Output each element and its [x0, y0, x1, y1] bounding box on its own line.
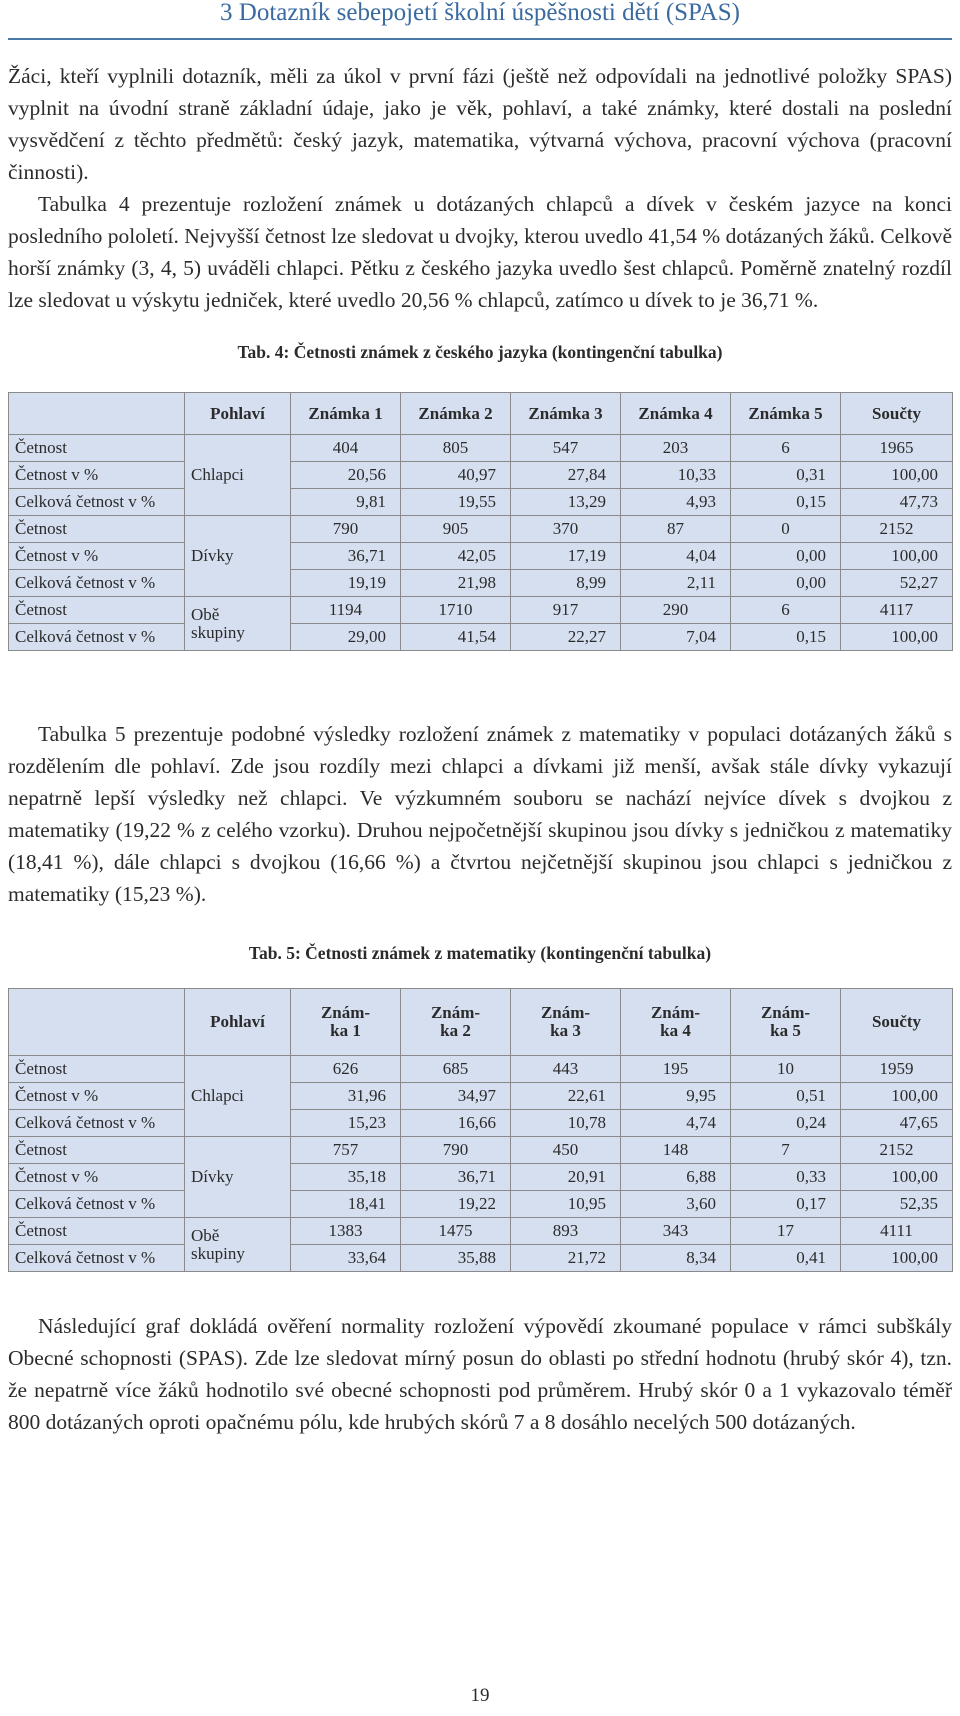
table-cell: 36,71: [291, 543, 401, 570]
table-cell: 1959: [841, 1056, 953, 1083]
row-label: Četnost: [9, 1218, 185, 1245]
table-cell: 13,29: [511, 489, 621, 516]
table-row: [9, 1083, 953, 1110]
table-cell: 4,93: [621, 489, 731, 516]
header-cell: [511, 989, 621, 1056]
row-label: Četnost: [9, 516, 185, 543]
header-cell: Pohlaví: [185, 393, 291, 435]
header-line: ka 1: [330, 1021, 361, 1040]
table-cell: 36,71: [401, 1164, 511, 1191]
table-cell: 100,00: [841, 543, 953, 570]
table-cell: 22,27: [511, 624, 621, 651]
table-cell: 1194: [291, 597, 401, 624]
table-cell: 790: [291, 516, 401, 543]
running-header: [8, 0, 952, 40]
table-cell: 17,19: [511, 543, 621, 570]
table-cell: 370: [511, 516, 621, 543]
table-row: [9, 462, 953, 489]
row-label: Četnost: [9, 435, 185, 462]
table-cell: 343: [621, 1218, 731, 1245]
table-cell: 4,74: [621, 1110, 731, 1137]
table-cell: 917: [511, 597, 621, 624]
chapter-title: 3 Dotazník sebepojetí školní úspěšnosti dětí (SPAS): [220, 0, 740, 26]
table-cell: 100,00: [841, 624, 953, 651]
header-line: ka 4: [660, 1021, 691, 1040]
table-cell: 2152: [841, 1137, 953, 1164]
table-cell: 100,00: [841, 1164, 953, 1191]
table-cell: 195: [621, 1056, 731, 1083]
row-label: Četnost: [9, 1056, 185, 1083]
table-cell: 0,00: [731, 570, 841, 597]
table-row: [9, 1245, 953, 1272]
table-cell: 404: [291, 435, 401, 462]
table-cell: 0: [731, 516, 841, 543]
table5-caption: Tab. 5: Četnosti známek z matematiky (kontingenční tabulka): [248, 943, 712, 963]
paragraph-table5-description: Tabulka 5 prezentuje podobné výsledky rozložení známek z matematiky v populaci dotázaných žáků s rozdělením dle pohlaví. Zde jsou rozdíly mezi chlapci a dívkami již menší, avšak stále dívky vykazují nepatrně lepší výsledky než chlapci. Ve výzkumném souboru se nachází nejvíce dívek s dvojkou z matematiky (19,22 % z celého vzorku). Druhou nejpočetnější skupinou jsou dívky s jedničkou z matematiky (18,41 %), dále chlapci s dvojkou (16,66 %) a čtvrtou nejčetnější skupinou jsou chlapci s jedničkou z matematiky (15,23 %).: [8, 722, 952, 906]
header-cell: Známka 2: [401, 393, 511, 435]
table-cell: 20,56: [291, 462, 401, 489]
paragraph-intro: Žáci, kteří vyplnili dotazník, měli za úkol v první fázi (ještě než odpovídali na jednotlivé položky SPAS) vyplnit na úvodní straně základní údaje, jako je věk, pohlaví, a také známky, které dostali na poslední vysvědčení z těchto předmětů: český jazyk, matematika, výtvarná výchova, pracovní výchova (pracovní činnosti).: [8, 64, 952, 184]
table-cell: 52,35: [841, 1191, 953, 1218]
table-cell: 0,17: [731, 1191, 841, 1218]
table-cell: 443: [511, 1056, 621, 1083]
table4-caption: Tab. 4: Četnosti známek z českého jazyka (kontingenční tabulka): [237, 342, 723, 362]
table-row: [9, 1056, 953, 1083]
corner-cell: [9, 393, 185, 435]
header-cell: Známka 1: [291, 393, 401, 435]
table5-math-grades: [8, 988, 953, 1272]
row-label: Celková četnost v %: [9, 489, 185, 516]
table-cell: 87: [621, 516, 731, 543]
table-cell: 0,00: [731, 543, 841, 570]
table-cell: 19,22: [401, 1191, 511, 1218]
table-cell: 0,33: [731, 1164, 841, 1191]
table-cell: 100,00: [841, 1083, 953, 1110]
table-cell: 41,54: [401, 624, 511, 651]
table-cell: 19,19: [291, 570, 401, 597]
table-cell: 40,97: [401, 462, 511, 489]
table-cell: 4111: [841, 1218, 953, 1245]
table-cell: 16,66: [401, 1110, 511, 1137]
header-line: Znám-: [430, 1003, 481, 1022]
paragraph-graph-intro: Následující graf dokládá ověření normality rozložení výpovědí zkoumané populace v rámci subškály Obecné schopnosti (SPAS). Zde lze sledovat mírný posun do oblasti po střední hodnotu (hrubý skór 4), tzn. že nepatrně více žáků hodnotilo své obecné schopnosti pod průměrem. Hrubý skór 0 a 1 vykazovalo téměř 800 dotázaných oproti opačnému pólu, kde hrubých skórů 7 a 8 dosáhlo necelých 500 dotázaných.: [8, 1314, 952, 1434]
table-cell: 6: [731, 597, 841, 624]
table-cell: 685: [401, 1056, 511, 1083]
table-row: [9, 1164, 953, 1191]
header-cell: [291, 989, 401, 1056]
table-row: [9, 1110, 953, 1137]
table-cell: 790: [401, 1137, 511, 1164]
table-row: [9, 435, 953, 462]
table-cell: 31,96: [291, 1083, 401, 1110]
group-label-line: Obě: [191, 604, 220, 624]
table-cell: 19,55: [401, 489, 511, 516]
table-cell: 9,95: [621, 1083, 731, 1110]
row-label: Celková četnost v %: [9, 624, 185, 651]
table-row: [9, 516, 953, 543]
table-cell: 21,72: [511, 1245, 621, 1272]
table-cell: 0,51: [731, 1083, 841, 1110]
header-cell: Známka 3: [511, 393, 621, 435]
header-cell: Součty: [841, 393, 953, 435]
header-cell: [621, 989, 731, 1056]
table-cell: 450: [511, 1137, 621, 1164]
table-cell: 47,73: [841, 489, 953, 516]
table-cell: 10,95: [511, 1191, 621, 1218]
table-cell: 1383: [291, 1218, 401, 1245]
table-cell: 21,98: [401, 570, 511, 597]
header-cell: Pohlaví: [185, 989, 291, 1056]
header-line: Znám-: [760, 1003, 811, 1022]
header-line: ka 5: [770, 1021, 801, 1040]
table-cell: 1965: [841, 435, 953, 462]
table-cell: 100,00: [841, 462, 953, 489]
table-row: [9, 489, 953, 516]
table-header-row: [9, 393, 953, 435]
table-cell: 34,97: [401, 1083, 511, 1110]
table-cell: 4,04: [621, 543, 731, 570]
table-cell: 6: [731, 435, 841, 462]
table-cell: 35,88: [401, 1245, 511, 1272]
table-cell: 17: [731, 1218, 841, 1245]
table-cell: 0,15: [731, 624, 841, 651]
page-number: 19: [470, 1685, 490, 1706]
table4-czech-grades: [8, 392, 953, 651]
header-line: Znám-: [650, 1003, 701, 1022]
table-cell: 27,84: [511, 462, 621, 489]
table-cell: 547: [511, 435, 621, 462]
table-cell: 805: [401, 435, 511, 462]
table-row: [9, 1191, 953, 1218]
table-cell: 148: [621, 1137, 731, 1164]
table-cell: 1710: [401, 597, 511, 624]
table-cell: 8,99: [511, 570, 621, 597]
table-cell: 7: [731, 1137, 841, 1164]
group-label-line: skupiny: [191, 622, 245, 642]
table-row: [9, 1218, 953, 1245]
header-cell: Známka 5: [731, 393, 841, 435]
table-cell: 22,61: [511, 1083, 621, 1110]
table-cell: 757: [291, 1137, 401, 1164]
group-label: [185, 597, 291, 651]
table-cell: 100,00: [841, 1245, 953, 1272]
table-cell: 0,15: [731, 489, 841, 516]
row-label: Celková četnost v %: [9, 1191, 185, 1218]
header-line: Znám-: [320, 1003, 371, 1022]
table-cell: 18,41: [291, 1191, 401, 1218]
table-cell: 42,05: [401, 543, 511, 570]
table-cell: 29,00: [291, 624, 401, 651]
table-cell: 10,78: [511, 1110, 621, 1137]
header-cell: [401, 989, 511, 1056]
table-row: [9, 570, 953, 597]
table-cell: 203: [621, 435, 731, 462]
row-label: Četnost v %: [9, 1083, 185, 1110]
table-row: [9, 624, 953, 651]
table-cell: 20,91: [511, 1164, 621, 1191]
table-cell: 10,33: [621, 462, 731, 489]
table-cell: 905: [401, 516, 511, 543]
table-cell: 8,34: [621, 1245, 731, 1272]
header-line: ka 2: [440, 1021, 471, 1040]
row-label: Četnost v %: [9, 462, 185, 489]
row-label: Celková četnost v %: [9, 570, 185, 597]
header-cell: Součty: [841, 989, 953, 1056]
table-cell: 1475: [401, 1218, 511, 1245]
row-label: Četnost v %: [9, 543, 185, 570]
table-cell: 35,18: [291, 1164, 401, 1191]
table-row: [9, 543, 953, 570]
group-label-line: Obě: [191, 1225, 220, 1245]
row-label: Četnost: [9, 597, 185, 624]
table-cell: 290: [621, 597, 731, 624]
table-cell: 893: [511, 1218, 621, 1245]
table-header-row: [9, 989, 953, 1056]
table-cell: 626: [291, 1056, 401, 1083]
table-cell: 2,11: [621, 570, 731, 597]
paragraph-table4-description: Tabulka 4 prezentuje rozložení známek u dotázaných chlapců a dívek v českém jazyce na konci posledního pololetí. Nejvyšší četnost lze sledovat u dvojky, kterou uvedlo 41,54 % dotázaných žáků. Celkově horší známky (3, 4, 5) uváděli chlapci. Pětku z českého jazyka uvedlo šest chlapců. Poměrně znatelný rozdíl lze sledovat u výskytu jedniček, které uvedlo 20,56 % chlapců, zatímco u dívek to je 36,71 %.: [8, 192, 952, 312]
row-label: Celková četnost v %: [9, 1110, 185, 1137]
table-cell: 7,04: [621, 624, 731, 651]
group-label-line: skupiny: [191, 1243, 245, 1263]
table-row: [9, 597, 953, 624]
table-cell: 33,64: [291, 1245, 401, 1272]
table-cell: 47,65: [841, 1110, 953, 1137]
row-label: Celková četnost v %: [9, 1245, 185, 1272]
group-label: Dívky: [185, 516, 291, 597]
table-cell: 10: [731, 1056, 841, 1083]
header-line: ka 3: [550, 1021, 581, 1040]
group-label: Chlapci: [185, 435, 291, 516]
table-row: [9, 1137, 953, 1164]
table-cell: 2152: [841, 516, 953, 543]
group-label: Chlapci: [185, 1056, 291, 1137]
table-cell: 3,60: [621, 1191, 731, 1218]
header-cell: Známka 4: [621, 393, 731, 435]
table-cell: 6,88: [621, 1164, 731, 1191]
row-label: Četnost: [9, 1137, 185, 1164]
header-cell: [731, 989, 841, 1056]
group-label: [185, 1218, 291, 1272]
group-label: Dívky: [185, 1137, 291, 1218]
table-cell: 52,27: [841, 570, 953, 597]
table-cell: 15,23: [291, 1110, 401, 1137]
row-label: Četnost v %: [9, 1164, 185, 1191]
table-cell: 0,24: [731, 1110, 841, 1137]
corner-cell: [9, 989, 185, 1056]
header-line: Znám-: [540, 1003, 591, 1022]
table-cell: 0,41: [731, 1245, 841, 1272]
table-cell: 4117: [841, 597, 953, 624]
table-cell: 0,31: [731, 462, 841, 489]
table-cell: 9,81: [291, 489, 401, 516]
